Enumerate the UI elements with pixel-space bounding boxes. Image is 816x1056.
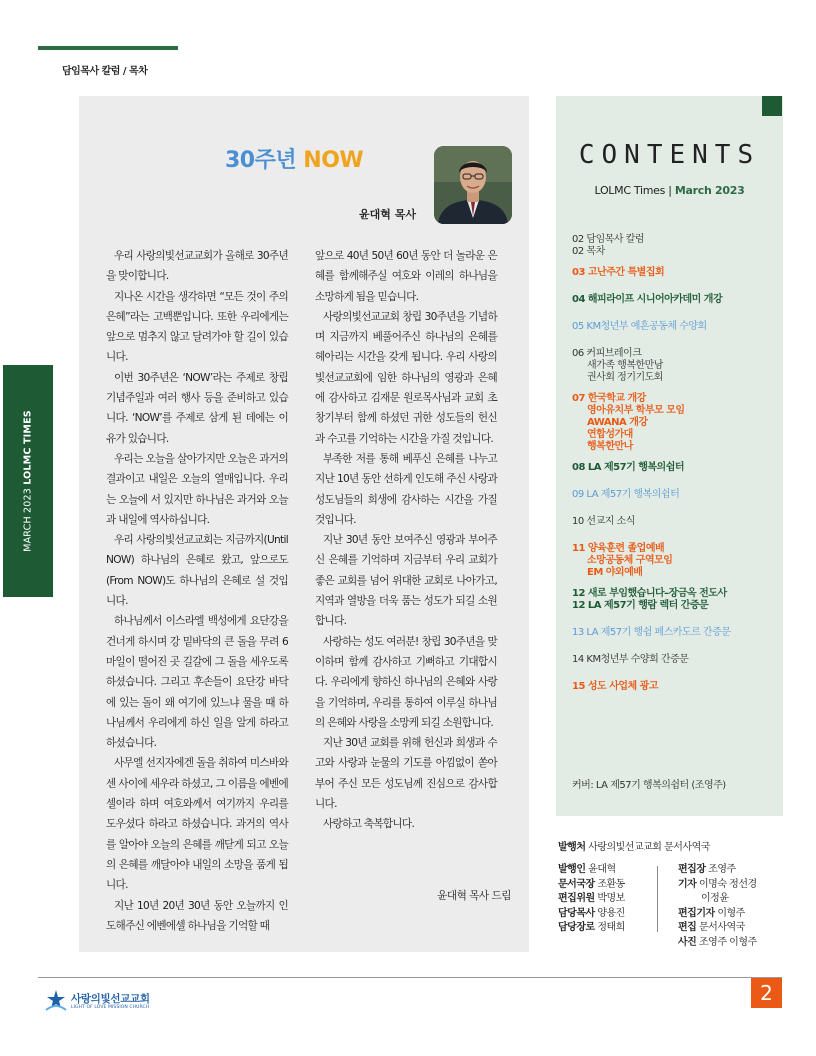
staff-role: 문서국장 xyxy=(558,878,595,890)
toc-item xyxy=(572,516,778,528)
church-logo xyxy=(44,988,150,1016)
staff-name: 이정윤 xyxy=(701,893,729,904)
toc-item xyxy=(572,294,778,306)
toc-line: EM 야외예배 xyxy=(587,567,643,578)
staff-row xyxy=(558,863,625,878)
toc-line: 02 담임목사 칼럼 xyxy=(572,234,645,245)
cover-credit: 커버: LA 제57기 행복의쉼터 (조영주) xyxy=(572,780,726,791)
staff-name: 조영주 xyxy=(708,864,736,875)
article-paragraph: 지난 30년 동안 보여주신 영광과 부어주신 은혜를 기억하며 지금부터 우리 교회가 좋은 교회를 넘어 위대한 교회로 나아가고, 지역과 열방을 더욱 품는 성도가 되길 소원합니다. xyxy=(315,534,497,628)
staff-row xyxy=(558,907,625,922)
toc-line: 소망공동체 구역모임 xyxy=(587,555,673,566)
publisher-label: 발행처 xyxy=(558,842,586,853)
toc-line: 04 해피라이프 시니어아카데미 개강 xyxy=(572,294,723,305)
article-title xyxy=(225,143,363,174)
toc-item xyxy=(572,267,778,279)
article-column-left xyxy=(106,246,288,936)
staff-divider xyxy=(657,866,658,932)
page-number: 2 xyxy=(751,978,782,1008)
staff-role: 편집장 xyxy=(678,864,706,875)
staff-name: 문서사역국 xyxy=(699,922,745,933)
corner-accent xyxy=(762,96,782,116)
staff-list-right xyxy=(678,863,757,950)
publication-name: LOLMC Times xyxy=(594,184,666,197)
staff-row xyxy=(678,863,757,878)
toc-line: 03 고난주간 특별집회 xyxy=(572,267,665,278)
staff-name: 조환동 xyxy=(597,878,625,890)
toc-item xyxy=(572,234,778,258)
staff-name: 조영주 이형주 xyxy=(699,936,757,948)
toc-line: 영아유치부 학부모 모임 xyxy=(587,405,685,416)
side-tab-date: MARCH 2023 xyxy=(22,488,34,552)
article-paragraph: 부족한 저를 통해 베푸신 은혜를 나누고 지난 10년 동안 선하게 인도해 주신 사랑과 성도님들의 희생에 감사하는 시간을 가질 것입니다. xyxy=(315,452,497,526)
article-paragraph: 우리 사랑의빛선교교회가 올해로 30주년을 맞이합니다. xyxy=(106,250,288,283)
article-author: 윤대혁 목사 xyxy=(359,208,416,221)
church-english-name: LIGHT OF LOVE MISSION CHURCH xyxy=(71,1005,150,1010)
staff-name: 이명숙 정선경 xyxy=(699,878,757,890)
staff-role: 사진 xyxy=(678,936,697,948)
article-paragraph: 사무엘 선지자에겐 돌을 취하여 미스바와 센 사이에 세우라 하셨고, 그 이름을 에벤에셀이라 하며 여호와께서 여기까지 우리를 도우셨다 하라고 하셨습니다. 과거의 역사를 알아야 오늘의 은혜를 깨닫게 되고 오늘의 은혜를 깨달아야 내일의 소망을 품게 됩니다. xyxy=(106,757,288,892)
staff-name: 윤대혁 xyxy=(588,864,616,875)
toc-line: 권사회 정기기도회 xyxy=(587,372,663,383)
toc-line: 연합성가대 xyxy=(587,429,633,440)
toc-line: 10 선교지 소식 xyxy=(572,516,635,527)
toc-item xyxy=(572,462,778,474)
staff-role: 편집 xyxy=(678,922,697,933)
church-name: 사랑의빛선교교회 xyxy=(71,993,150,1005)
publisher-line xyxy=(558,838,710,853)
article-paragraph: 우리 사랑의빛선교교회는 지금까지(Until NOW) 하나님의 은혜로 왔고, 앞으로도(From NOW)도 하나님의 은혜로 설 것입니다. xyxy=(106,534,288,608)
toc-line: 08 LA 제57기 행복의쉼터 xyxy=(572,462,685,473)
staff-list-left xyxy=(558,863,625,936)
toc-line: 12 LA 제57기 행람 렉터 간증문 xyxy=(572,600,709,611)
toc-line: 행복한만나 xyxy=(587,441,633,452)
publisher-name: 사랑의빛선교교회 문서사역국 xyxy=(588,842,710,853)
article-paragraph: 지난 10년 20년 30년 동안 오늘까지 인도해주신 에벤에셀 하나님을 기억할 때 xyxy=(106,899,288,932)
staff-row xyxy=(678,892,757,907)
toc-item xyxy=(572,321,778,333)
staff-row xyxy=(678,907,757,922)
section-label: 담임목사 칼럼 / 목차 xyxy=(62,66,148,77)
staff-row xyxy=(678,878,757,893)
staff-role: 담당목사 xyxy=(558,907,595,919)
toc-item xyxy=(572,543,778,579)
toc-line: AWANA 개강 xyxy=(587,417,648,428)
toc-line: 11 양육훈련 졸업예배 xyxy=(572,543,665,554)
article-column-right xyxy=(315,246,497,835)
contents-subtitle xyxy=(556,184,783,197)
toc-line: 12 새로 부임했습니다–장금옥 전도사 xyxy=(572,588,727,599)
footer-rule xyxy=(38,977,782,978)
staff-role: 편집기자 xyxy=(678,907,715,919)
staff-name: 박명보 xyxy=(597,893,625,904)
title-now: NOW xyxy=(303,148,364,173)
toc-item xyxy=(572,654,778,666)
staff-row xyxy=(558,921,625,936)
toc-line: 13 LA 제57기 행쉼 페스카도르 간증문 xyxy=(572,627,731,638)
staff-name: 정태희 xyxy=(597,922,625,933)
title-anniversary: 30주년 xyxy=(225,148,297,173)
top-accent-bar xyxy=(38,46,178,50)
side-tab-text xyxy=(23,410,34,552)
staff-role: 발행인 xyxy=(558,864,586,875)
toc-line: 새가족 행복한만남 xyxy=(587,360,663,371)
toc-line: 02 목차 xyxy=(572,246,605,257)
toc-item xyxy=(572,489,778,501)
staff-row xyxy=(678,936,757,951)
toc-line: 05 KM청년부 예흔공동체 수양회 xyxy=(572,321,707,332)
toc-line: 15 성도 사업체 광고 xyxy=(572,681,658,692)
article-paragraph: 이번 30주년은 ‘NOW’라는 주제로 창립기념주일과 여러 행사 등을 준비하고 있습니다. ‘NOW’를 주제로 삼게 된 데에는 이유가 있습니다. xyxy=(106,371,288,445)
article-paragraph: 지난 30년 교회를 위해 헌신과 희생과 수고와 사랑과 눈물의 기도를 아낌없이 쏟아부어 주신 모든 성도님께 진심으로 감사합니다. xyxy=(315,737,497,811)
article-paragraph: 앞으로 40년 50년 60년 동안 더 놀라운 은혜를 함께해주실 여호와 이레의 하나님을 소망하게 됨을 믿습니다. xyxy=(315,250,497,303)
staff-name: 양용진 xyxy=(597,907,625,919)
article-paragraph: 사랑하고 축복합니다. xyxy=(323,818,415,831)
toc-item xyxy=(572,393,778,453)
toc-line: 09 LA 제57기 행복의쉼터 xyxy=(572,489,680,500)
article-paragraph: 하나님께서 이스라엘 백성에게 요단강을 건너게 하시며 강 밑바닥의 큰 돌을 무려 6마일이 떨어진 곳 길갈에 그 돌을 세우도록 하셨습니다. 그리고 후손들이 요단강 바닥에 있는 돌이 왜 여기에 있느냐 물을 때 하나님께서 우리에게 하신 일을 알게 하라고 하셨습니다. xyxy=(106,615,288,750)
article-paragraph: 사랑하는 성도 여러분! 창립 30주년을 맞이하며 함께 감사하고 기뻐하고 기대합시다. 우리에게 향하신 하나님의 은혜와 사랑을 기억하며, 우리를 통하여 이루실 하나님의 은혜와 사랑을 소망케 되길 소원합니다. xyxy=(315,635,497,729)
staff-row xyxy=(558,878,625,893)
toc-line: 07 한국학교 개강 xyxy=(572,393,646,404)
contents-title: CONTENTS xyxy=(578,140,761,170)
article-paragraph: 지나온 시간을 생각하면 “모든 것이 주의 은혜”라는 고백뿐입니다. 또한 우리에게는 앞으로 멈추지 않고 달려가야 할 길이 있습니다. xyxy=(106,290,288,364)
toc-item xyxy=(572,627,778,639)
staff-row xyxy=(678,921,757,936)
subtitle-separator: | xyxy=(668,184,672,197)
staff-role: 담당장로 xyxy=(558,922,595,933)
toc-line: 06 커피브레이크 xyxy=(572,348,642,359)
article-paragraph: 우리는 오늘을 살아가지만 오늘은 과거의 결과이고 내일은 오늘의 열매입니다. 우리는 오늘에 서 있지만 하나님은 과거와 오늘과 내일에 역사하십니다. xyxy=(106,452,288,526)
article-signature: 윤대혁 목사 드림 xyxy=(437,890,511,902)
side-tab-name: LOLMC TIMES xyxy=(22,410,34,485)
staff-name: 이형주 xyxy=(717,907,745,919)
staff-role: 편집위원 xyxy=(558,893,595,904)
church-logo-icon xyxy=(44,988,68,1012)
staff-role: 기자 xyxy=(678,878,697,890)
table-of-contents xyxy=(572,234,778,693)
article-paragraph: 사랑의빛선교교회 창립 30주년을 기념하며 지금까지 베풀어주신 하나님의 은혜를 헤아리는 시간을 갖게 됩니다. 우리 사랑의빛선교교회에 임한 하나님의 영광과 은혜에 감사하고 김재문 원로목사님과 교회 초창기부터 함께 하셨던 귀한 성도들의 헌신과 수고를 기억하는 시간을 가질 것입니다. xyxy=(315,310,497,445)
toc-item xyxy=(572,588,778,612)
toc-item xyxy=(572,348,778,384)
toc-item xyxy=(572,681,778,693)
staff-row xyxy=(558,892,625,907)
issue-month: March 2023 xyxy=(674,184,745,197)
author-photo xyxy=(434,146,512,224)
toc-line: 14 KM청년부 수양회 간증문 xyxy=(572,654,689,665)
